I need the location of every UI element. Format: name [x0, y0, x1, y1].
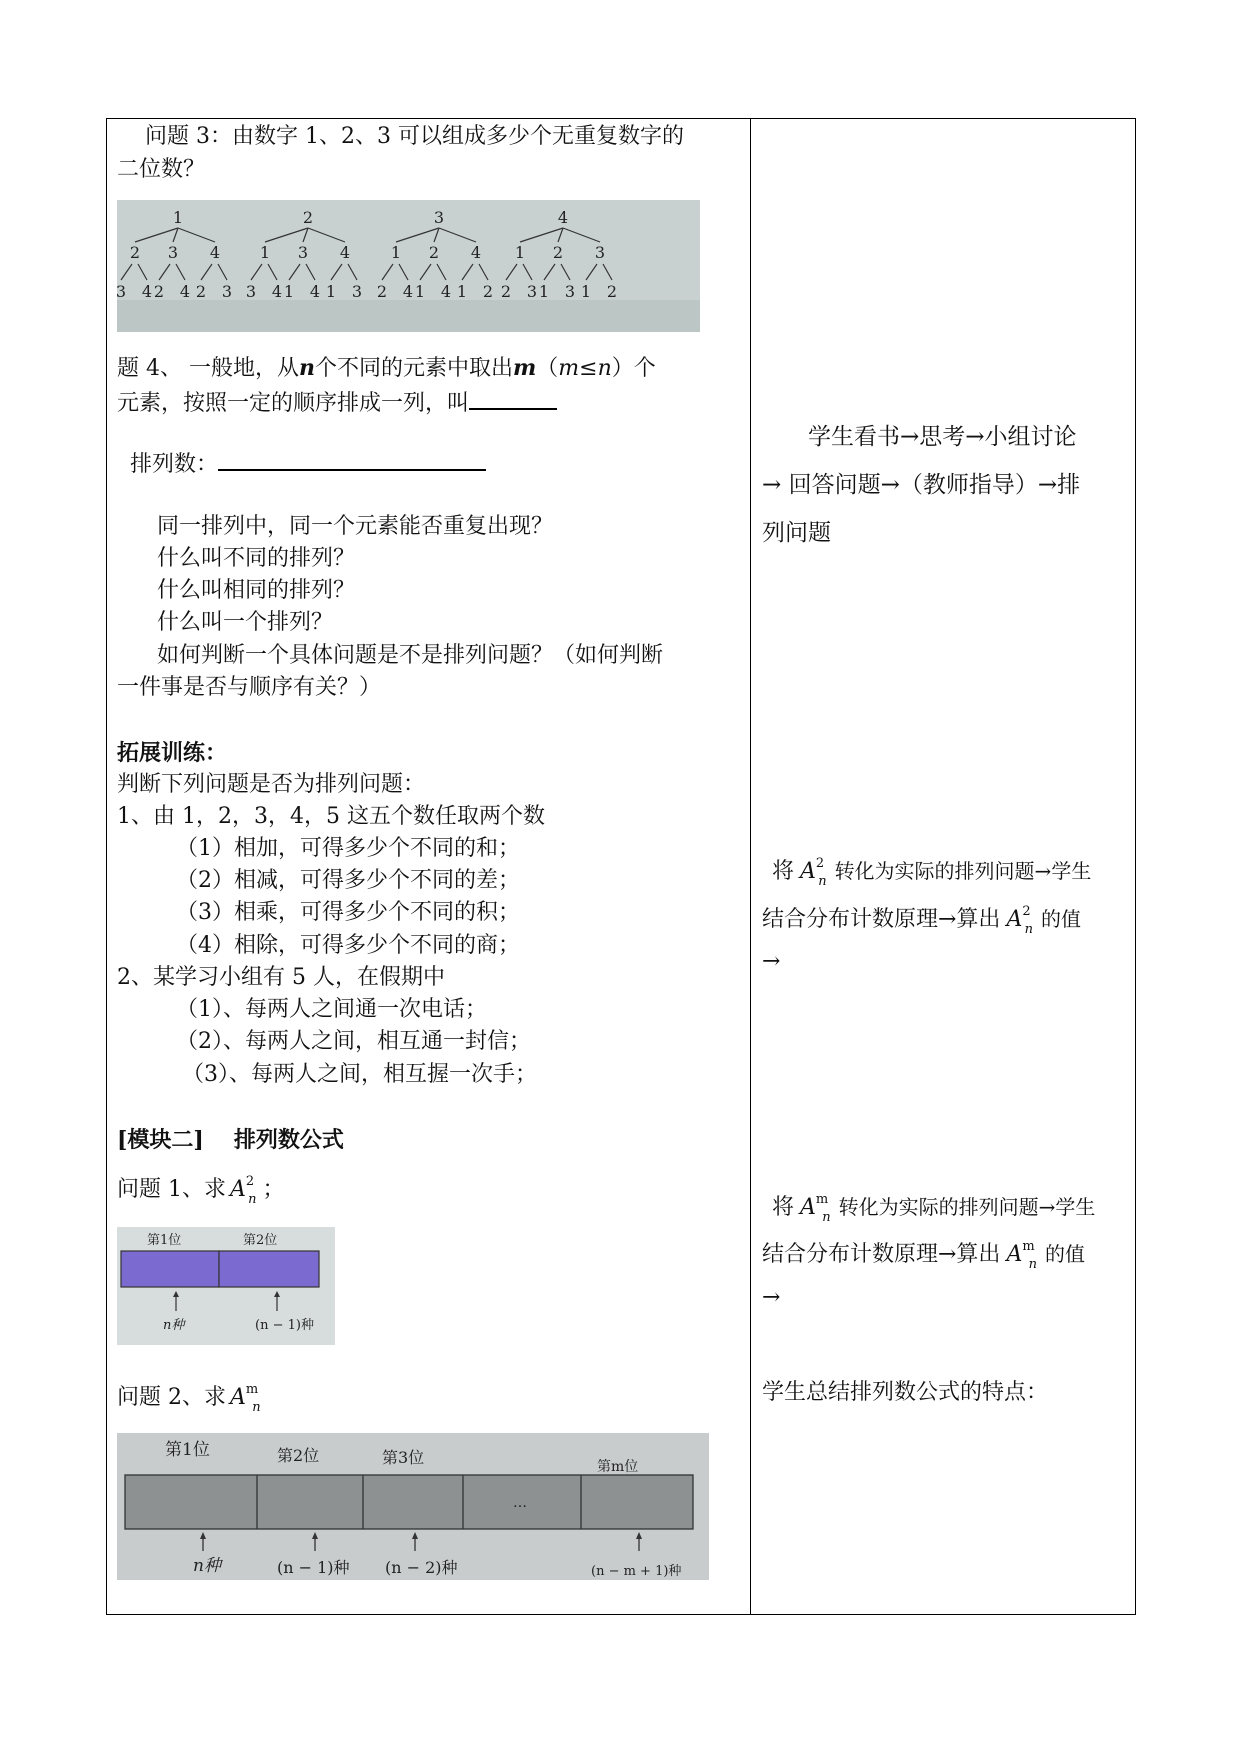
tree-leaf: 4: [271, 282, 283, 301]
tree-root-1: 1: [172, 208, 184, 227]
q4-text-a: 题 4、 一般地，从: [117, 356, 299, 381]
flow1-line2: → 回答问题→（教师指导）→排: [762, 472, 1081, 498]
A-symbol: A: [1006, 1242, 1023, 1267]
permutation-number-label: 排列数：: [130, 452, 219, 477]
dots-label: …: [513, 1495, 527, 1511]
problem-1-suffix: ；: [262, 1177, 285, 1202]
column-divider: [750, 118, 751, 1615]
summary-text: 学生总结排列数公式的特点：: [762, 1380, 1049, 1405]
tree-leaf: 1: [283, 282, 295, 301]
flow2-line1: [772, 857, 1091, 888]
tree-leaf: 4: [402, 282, 414, 301]
q4-cond-open: （: [536, 356, 559, 381]
tree-leaf: 4: [141, 282, 153, 301]
expand-intro: 判断下列问题是否为排列问题：: [117, 772, 426, 797]
cond-var-m: m: [558, 356, 580, 381]
flow2-value: 的值: [1040, 907, 1081, 931]
am-label: (n − m + 1)种: [591, 1564, 682, 1579]
flow3-text: 转化为实际的排列问题→学生: [838, 1195, 1096, 1219]
posm-label: 第m位: [597, 1459, 639, 1475]
flow2-arrow: →: [762, 949, 781, 974]
q4-line1: [117, 357, 656, 380]
tree-root-3: 3: [433, 208, 445, 227]
expand-item-1: 1、由 1，2，3，4，5 这五个数任取两个数: [117, 804, 545, 829]
tree-leaf: 2: [500, 282, 512, 301]
problem-1: [117, 1175, 285, 1206]
tree-mid: 2: [552, 243, 564, 262]
expand-sub1-2: （2）相减，可得多少个不同的差；: [176, 868, 520, 893]
tree-leaf: 4: [309, 282, 321, 301]
q4-line3: [130, 451, 486, 476]
tree-leaf: 2: [376, 282, 388, 301]
flow3-prefix: 将: [772, 1195, 795, 1220]
tree-leaf: 1: [580, 282, 592, 301]
tree-leaf: 1: [325, 282, 337, 301]
tree-leaf: 1: [538, 282, 550, 301]
sup-m: m: [815, 1192, 829, 1207]
pos3-label: 第3位: [382, 1448, 425, 1467]
tree-mid: 3: [594, 243, 606, 262]
tree-leaf: 1: [456, 282, 468, 301]
module2-title: 排列数公式: [233, 1127, 344, 1153]
sub-n: n: [822, 1210, 831, 1225]
sub-n: n: [1024, 922, 1033, 937]
q4-line2: [117, 390, 557, 415]
tree-leaf: 1: [414, 282, 426, 301]
arrow1-label: n种: [163, 1318, 185, 1333]
question-2: 什么叫不同的排列？: [157, 546, 356, 571]
tree-leaf: 2: [482, 282, 494, 301]
flow3-arrow: →: [762, 1285, 781, 1310]
flow2-text: 转化为实际的排列问题→学生: [834, 859, 1092, 883]
cond-le: ≤: [579, 356, 598, 381]
tree-mid: 1: [259, 243, 271, 262]
tree-mid: 2: [129, 243, 141, 262]
expand-sub1-4: （4）相除，可得多少个不同的商；: [176, 933, 520, 958]
pos1-label: 第1位: [165, 1440, 210, 1460]
tree-leaf: 4: [179, 282, 191, 301]
a1-label: n种: [193, 1556, 221, 1576]
flow1-line1: 学生看书→思考→小组讨论: [808, 424, 1077, 450]
A-symbol: A: [230, 1177, 246, 1202]
problem-1-prefix: 问题 1、求: [117, 1177, 226, 1202]
q3-line2: 二位数？: [117, 157, 206, 182]
tree-leaf: 3: [115, 282, 127, 301]
problem-2-prefix: 问题 2、求: [117, 1385, 226, 1410]
position-bar: [125, 1475, 693, 1529]
question-5-line1: 如何判断一个具体问题是不是排列问题？（如何判断: [157, 643, 664, 668]
tree-mid: 2: [428, 243, 440, 262]
problem-2: [117, 1383, 261, 1414]
var-m: m: [513, 355, 537, 381]
cond-var-n: n: [597, 356, 612, 381]
expand-sub2-2: （2）、每两人之间，相互通一封信；: [176, 1029, 531, 1054]
pos2-label: 第2位: [277, 1446, 320, 1465]
A-symbol: A: [1006, 907, 1023, 932]
sup-2: 2: [245, 1174, 255, 1189]
question-5-line2: 一件事是否与顺序有关？）: [117, 675, 382, 700]
tree-root-2: 2: [302, 208, 314, 227]
flow3-line2: [762, 1240, 1085, 1271]
expand-item-2: 2、某学习小组有 5 人，在假期中: [117, 965, 445, 990]
sub-n: n: [818, 874, 827, 889]
m-position-photo: [117, 1433, 709, 1580]
two-position-photo: [117, 1227, 335, 1345]
pos1-label: 第1位: [147, 1233, 182, 1248]
expand-title: 拓展训练：: [117, 740, 228, 766]
expand-sub2-3: （3）、每两人之间，相互握一次手；: [182, 1062, 537, 1087]
tree-leaf: 2: [153, 282, 165, 301]
a2-label: (n − 1)种: [277, 1558, 350, 1577]
q4-cond-close: ）个: [611, 356, 656, 381]
question-4: 什么叫一个排列？: [157, 610, 334, 635]
tree-leaf: 3: [526, 282, 538, 301]
sup-m: m: [245, 1382, 259, 1397]
arrow2-label: (n − 1)种: [255, 1318, 314, 1333]
a3-label: (n − 2)种: [385, 1558, 458, 1577]
pos2-label: 第2位: [243, 1233, 278, 1248]
tree-leaf: 3: [245, 282, 257, 301]
tree-mid: 3: [167, 243, 179, 262]
blank-permutation-number[interactable]: [218, 451, 486, 471]
sub-n: n: [248, 1192, 257, 1207]
sub-n: n: [1028, 1257, 1038, 1272]
tree-mid: 3: [297, 243, 309, 262]
flow2-text2: 结合分布计数原理→算出: [762, 907, 1001, 932]
tree-leaf: 4: [440, 282, 452, 301]
q4-line2-text: 元素，按照一定的顺序排成一列，叫: [117, 391, 470, 416]
tree-diagram-photo: [117, 200, 700, 332]
tree-mid: 1: [514, 243, 526, 262]
position-box-2: [219, 1251, 319, 1287]
flow2-line2: [762, 905, 1081, 936]
A-symbol: A: [230, 1385, 246, 1410]
flow2-prefix: 将: [772, 859, 795, 884]
tree-mid: 4: [470, 243, 482, 262]
tree-leaf: 2: [195, 282, 207, 301]
tree-mid: 4: [209, 243, 221, 262]
q3-line1: 问题 3：由数字 1、2、3 可以组成多少个无重复数字的: [145, 124, 684, 149]
expand-sub2-1: （1）、每两人之间通一次电话；: [176, 997, 487, 1022]
tree-root-4: 4: [557, 208, 569, 227]
tree-mid: 4: [339, 243, 351, 262]
module2-heading: [117, 1129, 344, 1151]
expand-sub1-1: （1）相加，可得多少个不同的和；: [176, 836, 520, 861]
tree-leaf: 3: [564, 282, 576, 301]
sup-2: 2: [815, 856, 825, 871]
tree-leaf: 3: [221, 282, 233, 301]
tree-leaf: 2: [606, 282, 618, 301]
question-3: 什么叫相同的排列？: [157, 578, 356, 603]
expand-sub1-3: （3）相乘，可得多少个不同的积；: [176, 900, 520, 925]
position-box-1: [121, 1251, 219, 1287]
tree-mid: 1: [390, 243, 402, 262]
flow3-value: 的值: [1045, 1242, 1086, 1266]
A-symbol: A: [800, 1195, 816, 1220]
var-n: n: [298, 355, 315, 381]
sup-m: m: [1022, 1239, 1035, 1254]
sup-2: 2: [1022, 904, 1031, 919]
flow1-line3: 列问题: [762, 520, 831, 546]
sub-n: n: [252, 1400, 261, 1415]
flow3-text2: 结合分布计数原理→算出: [762, 1242, 1001, 1267]
module2-bracket: [模块二]: [117, 1127, 204, 1153]
q4-text-b: 个不同的元素中取出: [314, 356, 513, 381]
blank-permutation[interactable]: [469, 390, 557, 410]
question-1: 同一排列中，同一个元素能否重复出现？: [157, 514, 554, 539]
tree-leaf: 3: [351, 282, 363, 301]
flow3-line1: [772, 1193, 1095, 1224]
A-symbol: A: [800, 859, 816, 884]
